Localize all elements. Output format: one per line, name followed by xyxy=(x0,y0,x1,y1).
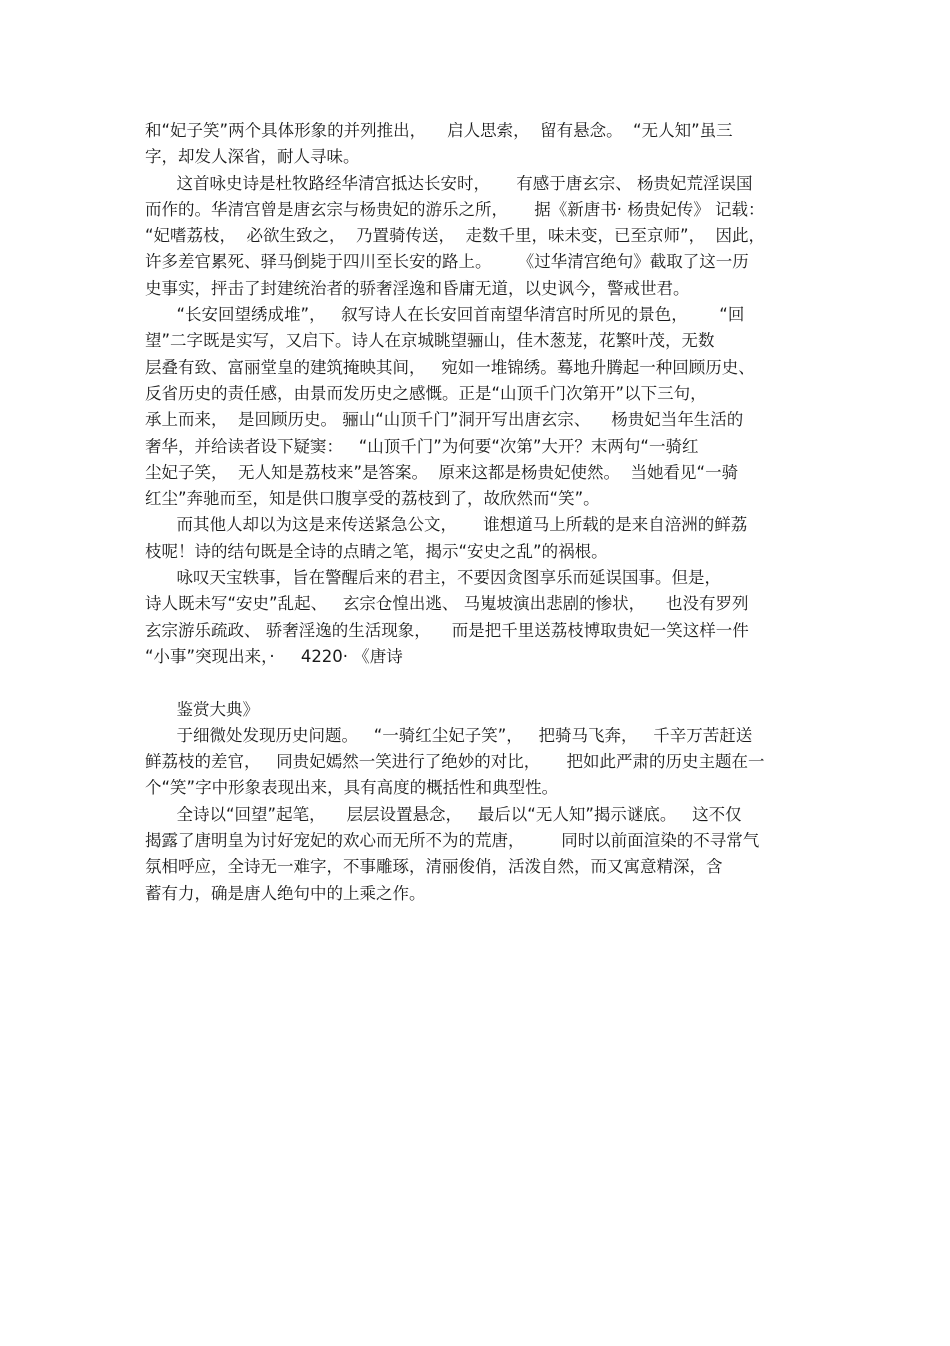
text-line: 揭露了唐明皇为讨好宠妃的欢心而无所不为的荒唐， 同时以前面渲染的不寻常气 xyxy=(145,831,760,851)
text-line: 枝呢！诗的结句既是全诗的点睛之笔，揭示“安史之乱”的祸根。 xyxy=(145,541,608,561)
text-line: “长安回望绣成堆”， 叙写诗人在长安回首南望华清宫时所见的景色， “回 xyxy=(145,305,745,325)
text-line: “小事”突现出来，· 4220· 《唐诗 xyxy=(145,646,403,666)
text-line: 诗人既未写“安史”乱起、 玄宗仓惶出逃、 马嵬坡演出悲剧的惨状， 也没有罗列 xyxy=(145,594,749,614)
text-line: 鲜荔枝的差官， 同贵妃嫣然一笑进行了绝妙的对比， 把如此严肃的历史主题在一 xyxy=(145,752,765,772)
text-line: 个“笑”字中形象表现出来，具有高度的概括性和典型性。 xyxy=(145,778,559,798)
text-line: 反省历史的责任感，由景而发历史之感慨。正是“山顶千门次第开”以下三句， xyxy=(145,383,707,403)
text-line: 这首咏史诗是杜牧路经华清宫抵达长安时， 有感于唐玄宗、 杨贵妃荒淫误国 xyxy=(145,173,753,193)
text-line: 而作的。华清宫曾是唐玄宗与杨贵妃的游乐之所， 据《新唐书· 杨贵妃传》 记载： xyxy=(145,199,765,219)
text-line: 望”二字既是实写，又启下。诗人在京城眺望骊山，佳木葱茏，花繁叶茂，无数 xyxy=(145,331,715,351)
text-line: 全诗以“回望”起笔， 层层设置悬念， 最后以“无人知”揭示谜底。 这不仅 xyxy=(145,804,742,824)
text-line: 于细微处发现历史问题。 “一骑红尘妃子笑”， 把骑马飞奔， 千辛万苦赶送 xyxy=(145,725,753,745)
text-line: 尘妃子笑， 无人知是荔枝来”是答案。 原来这都是杨贵妃使然。 当她看见“一骑 xyxy=(145,462,739,482)
text-line: 而其他人却以为这是来传送紧急公文， 谁想道马上所载的是来自涪洲的鲜荔 xyxy=(145,515,748,535)
blank-line xyxy=(145,670,825,696)
text-line: 蓄有力，确是唐人绝句中的上乘之作。 xyxy=(145,883,426,903)
text-line: 史事实，抨击了封建统治者的骄奢淫逸和昏庸无道，以史讽今，警戒世君。 xyxy=(145,278,690,298)
text-line: 承上而来， 是回顾历史。 骊山“山顶千门”洞开写出唐玄宗、 杨贵妃当年生活的 xyxy=(145,410,744,430)
text-line: 和“妃子笑”两个具体形象的并列推出， 启人思索， 留有悬念。 “无人知”虽三 xyxy=(145,121,733,140)
text-line: 奢华，并给读者设下疑窦： “山顶千门”为何要“次第”大开？末两句“一骑红 xyxy=(145,436,699,456)
text-line: 字，却发人深省，耐人寻味。 xyxy=(145,147,360,167)
text-line: 鉴赏大典》 xyxy=(145,699,259,719)
text-line: 层叠有致、富丽堂皇的建筑掩映其间， 宛如一堆锦绣。蓦地升腾起一种回顾历史、 xyxy=(145,357,755,377)
text-line: 红尘”奔驰而至，知是供口腹享受的荔枝到了，故欣然而“笑”。 xyxy=(145,489,600,509)
text-line: 许多差官累死、驿马倒毙于四川至长安的路上。 《过华清宫绝句》截取了这一历 xyxy=(145,252,749,272)
text-line: 咏叹天宝轶事，旨在警醒后来的君主，不要因贪图享乐而延误国事。但是， xyxy=(145,568,721,588)
text-line: “妃嗜荔枝， 必欲生致之， 乃置骑传送， 走数千里，味未变，已至京师”， 因此， xyxy=(145,226,766,246)
text-line: 玄宗游乐疏政、 骄奢淫逸的生活现象， 而是把千里送荔枝博取贵妃一笑这样一件 xyxy=(145,620,749,640)
text-line: 氛相呼应，全诗无一难字，不事雕琢，清丽俊俏，活泼自然，而又寓意精深，含 xyxy=(145,857,723,877)
article-body xyxy=(145,118,825,907)
